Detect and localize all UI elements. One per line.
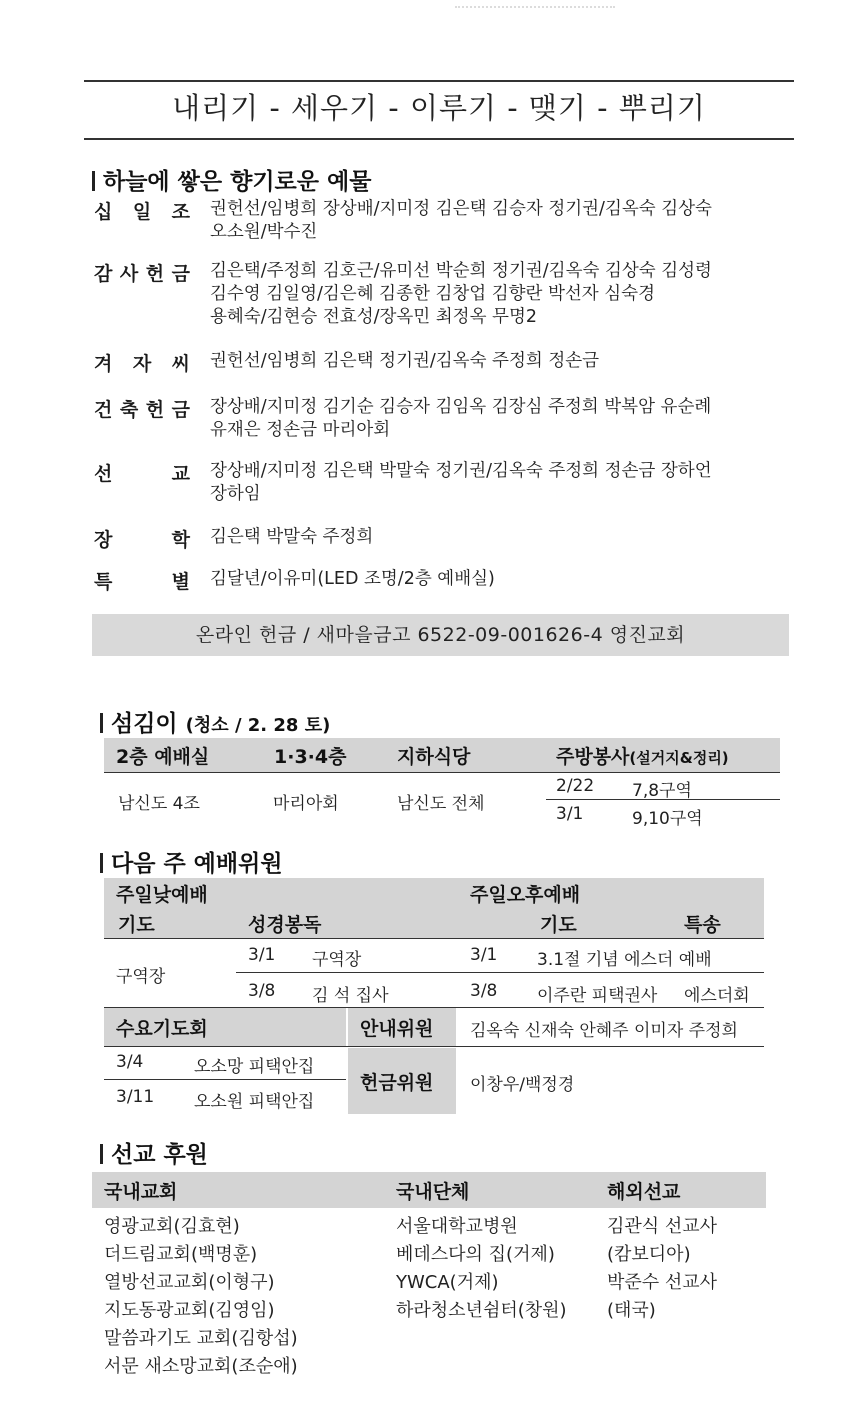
committee-title	[100, 845, 283, 878]
committee-rule-4	[104, 1046, 764, 1047]
domestic-org-item: 하라청소년쉼터(창원)	[396, 1300, 567, 1321]
offering-label-char: 장	[94, 529, 113, 551]
prayer2-header: 기도	[540, 914, 577, 936]
offering-label-char: 선	[94, 463, 113, 485]
mission-header-1: 국내교회	[104, 1181, 178, 1203]
wednesday-rule	[104, 1079, 346, 1080]
usher-value: 김옥숙 신재숙 안혜주 이미자 주정희	[470, 1021, 738, 1041]
offering-value: 이창우/백정경	[470, 1075, 575, 1095]
decorative-mark	[455, 0, 615, 8]
row1-reader: 구역장	[312, 950, 362, 970]
offering-label-5	[94, 525, 190, 552]
wednesday-date-2: 3/11	[116, 1087, 155, 1107]
overseas-mission-item: 박준수 선교사	[607, 1272, 718, 1293]
motto: 내리기 - 세우기 - 이루기 - 맺기 - 뿌리기	[172, 91, 706, 125]
mission-header-2: 국내단체	[396, 1181, 470, 1203]
offering-names-4	[210, 460, 800, 506]
offering-label-6	[94, 567, 190, 594]
offering-label-char: 자	[132, 353, 152, 375]
offerings-title-text: 하늘에 쌓은 향기로운 예물	[103, 169, 372, 195]
serving-header-4	[556, 742, 729, 769]
offering-line: 김달년/이유미(LED 조명/2층 예배실)	[210, 569, 495, 589]
serving-cell-3: 남신도 전체	[397, 794, 485, 814]
offering-line: 김수영 김일영/김은혜 김종한 김창업 김향란 박선자 심숙경	[210, 284, 655, 304]
domestic-org-item: YWCA(거제)	[396, 1272, 499, 1293]
serving-header-1: 2층 예배실	[116, 746, 210, 768]
offering-label-char: 금	[171, 263, 190, 285]
offering-line: 권헌선/임병희 장상배/지미정 김은택 김승자 정기권/김옥숙 김상숙	[210, 199, 712, 219]
domestic-org-item: 베데스다의 집(거제)	[396, 1244, 555, 1265]
domestic-church-item: 지도동광교회(김영임)	[104, 1300, 275, 1321]
overseas-mission-item: (캄보디아)	[607, 1244, 691, 1265]
offering-names-5	[210, 526, 800, 549]
kitchen-value-2: 9,10구역	[632, 809, 703, 829]
serving-subtitle: (청소 / 2. 28 토)	[185, 715, 331, 736]
offering-line: 권헌선/임병희 김은택 정기권/김옥숙 주정희 정손금	[210, 351, 600, 371]
usher-label: 안내위원	[360, 1018, 434, 1040]
offering-line: 장하임	[210, 484, 261, 504]
wednesday-name-2: 오소원 피택안집	[194, 1092, 315, 1112]
kitchen-date-1: 2/22	[556, 776, 595, 796]
offering-label-char: 헌	[145, 263, 165, 285]
offering-line: 오소원/박수진	[210, 222, 318, 242]
offerings-title	[92, 163, 371, 196]
offering-label-0	[94, 197, 190, 224]
section-bar	[100, 853, 103, 873]
kitchen-header-note: (설거지&정리)	[629, 749, 729, 767]
row1-date2: 3/1	[470, 945, 498, 965]
offering-label-1	[94, 259, 190, 286]
prayer-header: 기도	[118, 914, 155, 936]
mission-title-text: 선교 후원	[111, 1142, 208, 1168]
section-bar	[92, 171, 95, 191]
offering-label-char: 건	[94, 399, 113, 421]
top-rule	[84, 80, 794, 82]
offering-label-char: 교	[171, 463, 190, 485]
mission-title	[100, 1136, 208, 1169]
offering-label-char: 축	[119, 399, 139, 421]
offering-names-6	[210, 568, 800, 591]
offering-label-char: 일	[132, 201, 152, 223]
offering-line: 장상배/지미정 김은택 박말숙 정기권/김옥숙 주정희 정손금 장하언	[210, 461, 712, 481]
section-bar	[100, 713, 103, 733]
offering-names-1	[210, 260, 800, 329]
row1-date: 3/1	[248, 945, 276, 965]
offering-label-char: 감	[94, 263, 113, 285]
committee-title-text: 다음 주 예배위원	[111, 851, 283, 877]
kitchen-rule	[546, 799, 780, 800]
domestic-church-item: 더드림교회(백명훈)	[104, 1244, 258, 1265]
sunday-morning-label: 주일낮예배	[116, 884, 208, 906]
row1-prayer: 3.1절 기념 에스더 예배	[537, 950, 712, 970]
domestic-church-item: 말씀과기도 교회(김항섭)	[104, 1328, 298, 1349]
offering-label-char: 별	[171, 571, 190, 593]
kitchen-value-1: 7,8구역	[632, 781, 692, 801]
kitchen-date-2: 3/1	[556, 804, 584, 824]
serving-header-2: 1·3·4층	[274, 746, 347, 768]
row2-date2: 3/8	[470, 981, 498, 1001]
prayer-value: 구역장	[116, 967, 166, 987]
offering-line: 김은택 박말숙 주정희	[210, 527, 374, 547]
offering-label-2	[94, 349, 190, 376]
special-header: 특송	[684, 914, 721, 936]
reading-header: 성경봉독	[248, 914, 322, 936]
kitchen-header: 주방봉사	[556, 746, 630, 768]
offering-label-char: 겨	[94, 353, 113, 375]
domestic-church-item: 서문 새소망교회(조순애)	[104, 1356, 298, 1377]
offering-label-char: 사	[119, 263, 139, 285]
serving-title-text: 섬김이	[111, 711, 178, 737]
serving-title	[100, 705, 330, 738]
domestic-church-item: 영광교회(김효현)	[104, 1216, 240, 1237]
overseas-mission-item: (태국)	[607, 1300, 656, 1321]
section-bar	[100, 1144, 103, 1164]
offering-line: 유재은 정손금 마리아회	[210, 420, 391, 440]
serving-cell-1: 남신도 4조	[118, 794, 200, 814]
offering-names-0	[210, 198, 800, 244]
serving-cell-2: 마리아회	[273, 794, 339, 814]
offering-label-char: 조	[171, 201, 190, 223]
offering-label-4	[94, 459, 190, 486]
offering-label-char: 씨	[171, 353, 190, 375]
mission-header-3: 해외선교	[607, 1181, 681, 1203]
sunday-afternoon-label: 주일오후예배	[470, 884, 581, 906]
offering-label-3	[94, 395, 190, 422]
offering-line: 김은택/주정희 김호근/유미선 박순희 정기권/김옥숙 김상숙 김성령	[210, 261, 712, 281]
serving-header-3: 지하식당	[397, 746, 471, 768]
committee-rule-2	[236, 972, 764, 973]
overseas-mission-item: 김관식 선교사	[607, 1216, 718, 1237]
row2-reader: 김 석 집사	[312, 986, 389, 1006]
motto-rule	[84, 138, 794, 140]
committee-rule-1	[104, 938, 764, 939]
row2-prayer: 이주란 피택권사	[537, 986, 658, 1006]
online-offering-banner: 온라인 헌금 / 새마을금고 6522-09-001626-4 영진교회	[92, 614, 789, 656]
offering-line: 용혜숙/김현승 전효성/장옥민 최정옥 무명2	[210, 307, 537, 327]
serving-rule	[104, 772, 780, 773]
offering-names-3	[210, 396, 800, 442]
offering-label: 헌금위원	[360, 1072, 434, 1094]
offering-label-char: 학	[171, 529, 190, 551]
wednesday-name-1: 오소망 피택안집	[194, 1057, 315, 1077]
offering-label-char: 금	[171, 399, 190, 421]
row2-date: 3/8	[248, 981, 276, 1001]
domestic-org-item: 서울대학교병원	[396, 1216, 518, 1237]
offering-label-char: 특	[94, 571, 113, 593]
offering-label-char: 헌	[145, 399, 165, 421]
row2-special: 에스더회	[684, 986, 750, 1006]
domestic-church-item: 열방선교교회(이형구)	[104, 1272, 275, 1293]
wednesday-date-1: 3/4	[116, 1052, 144, 1072]
offering-line: 장상배/지미정 김기순 김승자 김임옥 김장심 주정희 박복암 유순례	[210, 397, 712, 417]
offering-label-char: 십	[94, 201, 113, 223]
offering-names-2	[210, 350, 800, 373]
wednesday-label: 수요기도회	[116, 1018, 208, 1040]
